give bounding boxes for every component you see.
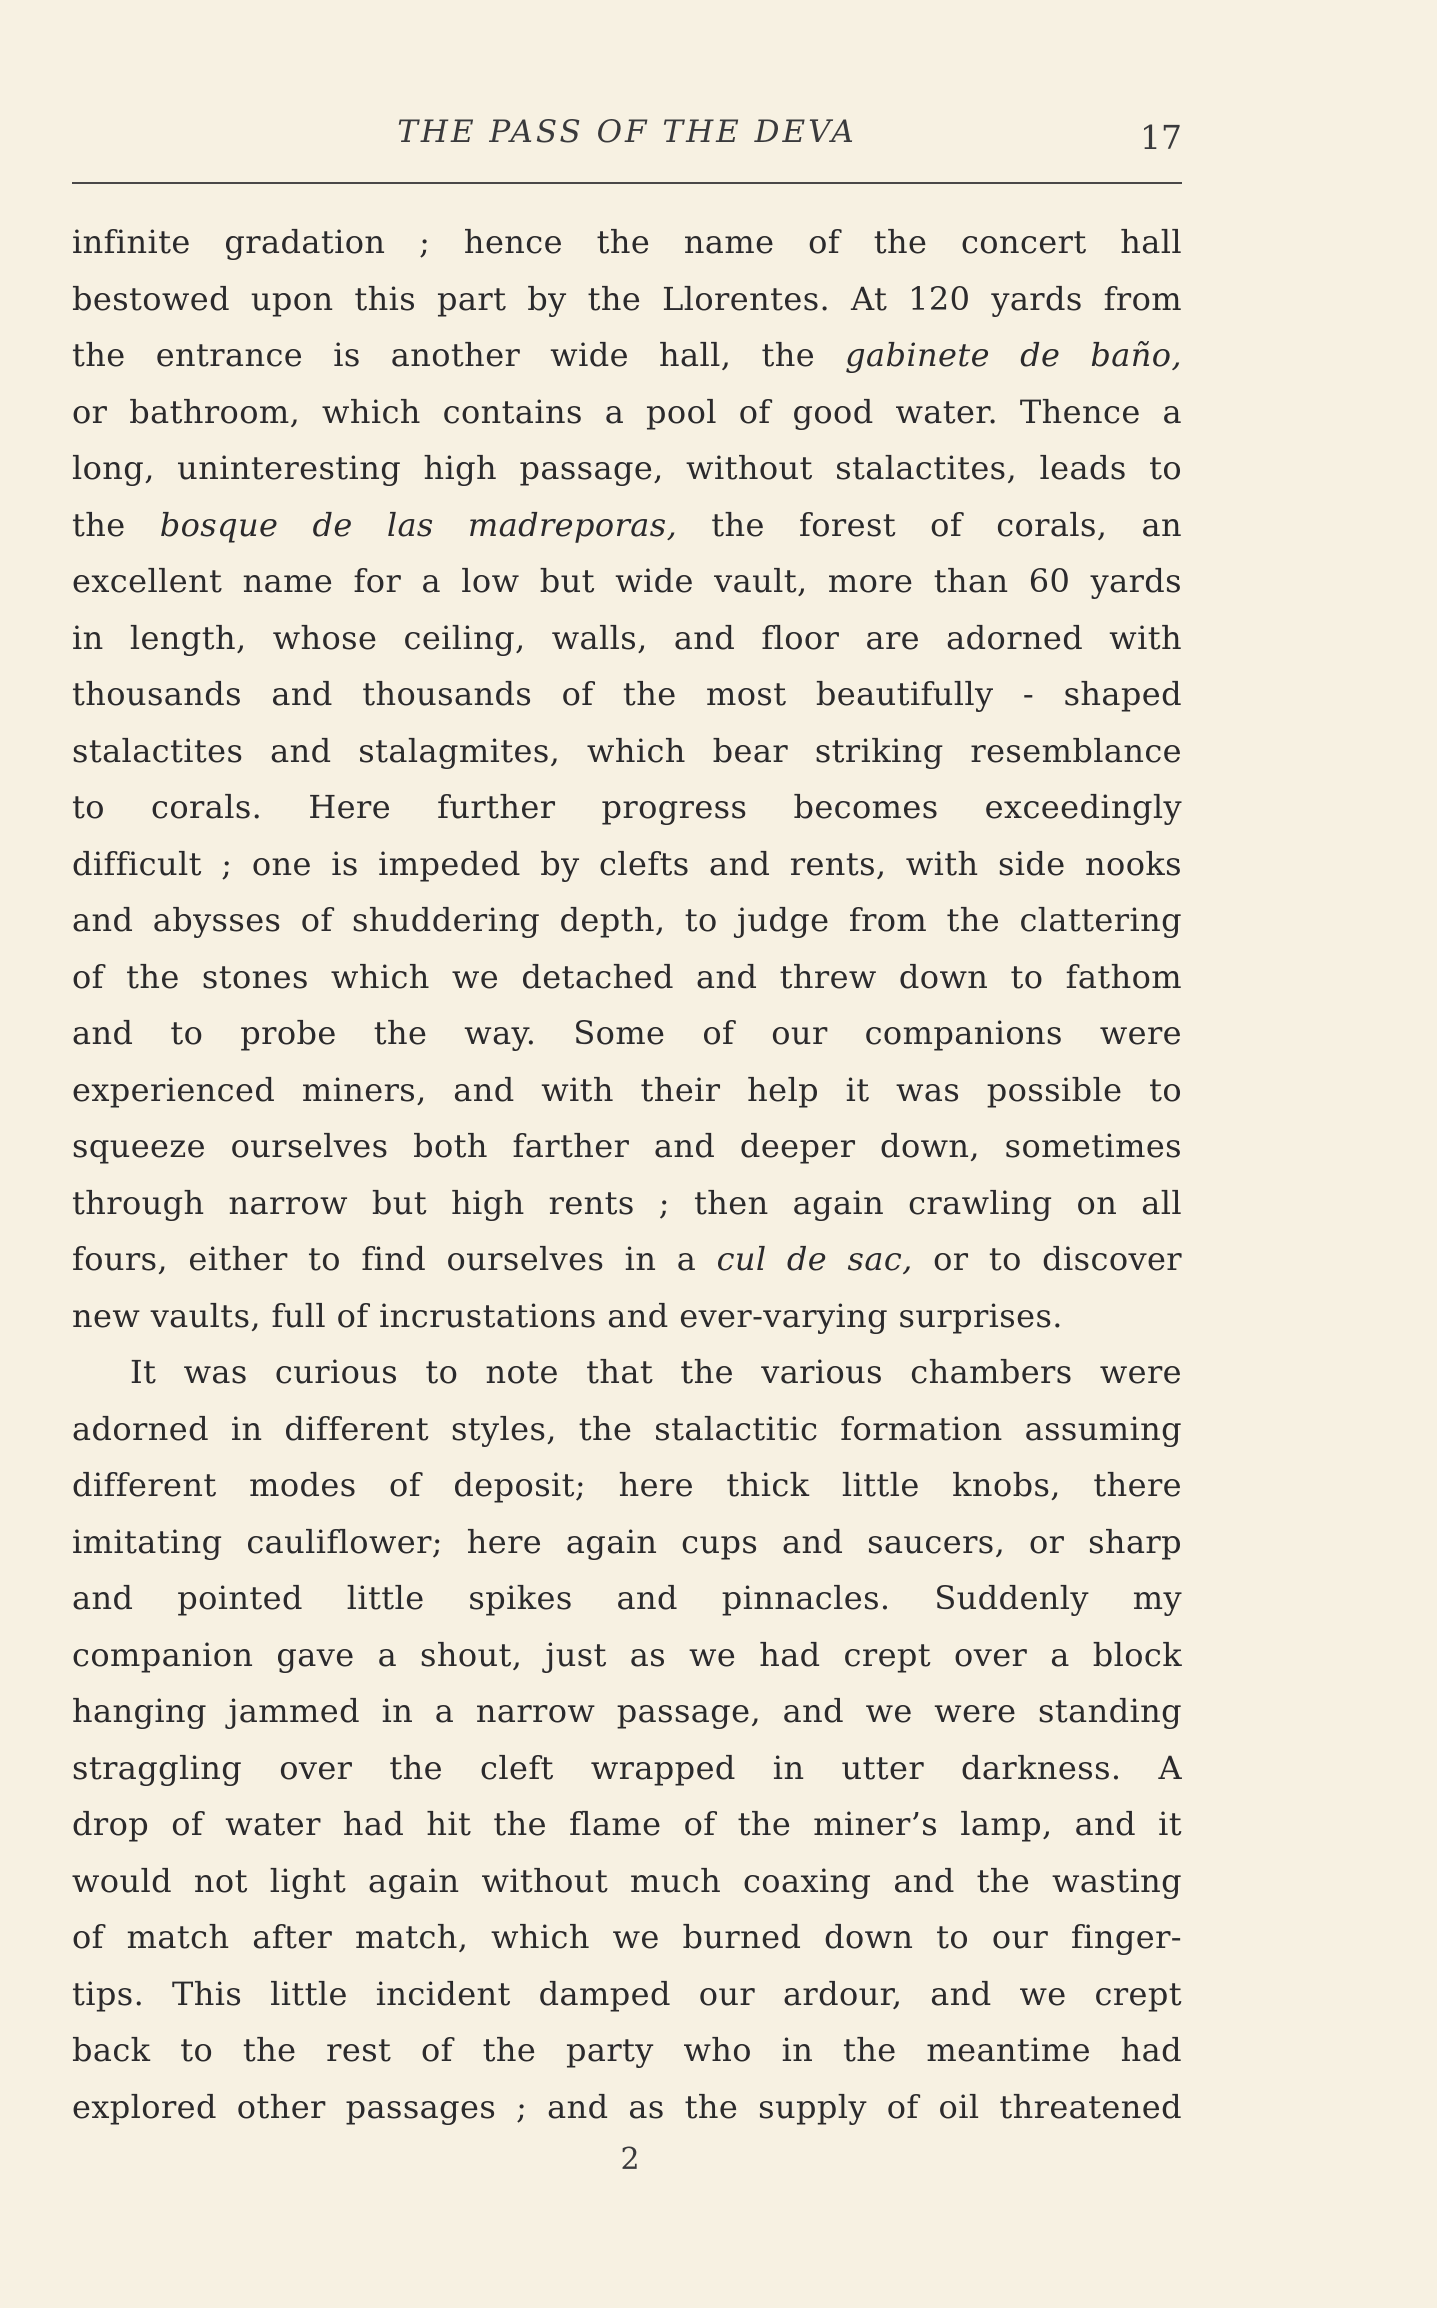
text-line [72,779,1182,836]
text-run: thousands and thousands of the most beautifully - shaped [72,675,1182,713]
text-line [72,723,1182,780]
body-text [72,214,1182,2135]
text-line [72,1740,1182,1797]
text-run: fours, either to find ourselves in a [72,1240,717,1278]
text-run: the [72,505,160,544]
text-run: and abysses of shuddering depth, to judge from the clattering [72,901,1182,939]
text-line [72,271,1182,328]
text-run: of match after match, which we burned down to our finger- [72,1918,1182,1956]
text-run: the entrance is another wide hall, the [72,336,846,374]
text-run: to corals. Here further progress becomes exceedingly [72,788,1182,826]
text-line [72,836,1182,893]
text-line [72,1401,1182,1458]
text-run: hanging jammed in a narrow passage, and we were standing [72,1692,1182,1730]
text-line [72,1344,1182,1401]
text-run: squeeze ourselves both farther and deeper down, sometimes [72,1127,1182,1165]
text-run: and to probe the way. Some of our companions were [72,1014,1182,1052]
text-line [72,214,1182,271]
page-number: 17 [1140,118,1182,157]
text-line [72,1175,1182,1232]
text-run: companion gave a shout, just as we had crept over a block [72,1635,1182,1674]
text-run: It was curious to note that the various chambers were [130,1353,1182,1391]
text-run: difficult ; one is impeded by clefts and rents, with side nooks [72,844,1182,883]
text-line [72,1062,1182,1119]
text-line [72,327,1182,384]
text-line [72,1288,1182,1345]
text-run: and pointed little spikes and pinnacles. Suddenly my [72,1579,1182,1617]
text-run: infinite gradation ; hence the name of the concert hall [72,223,1182,261]
italic-term: cul de sac, [716,1240,913,1278]
text-run: drop of water had hit the flame of the miner’s lamp, and it [72,1805,1182,1843]
text-line [72,1457,1182,1514]
text-line [72,666,1182,723]
text-line [72,1514,1182,1571]
text-run: the forest of corals, an [677,505,1182,544]
text-line [72,1570,1182,1627]
text-line [72,1909,1182,1966]
text-run: bestowed upon this part by the Llorentes. At 120 yards from [72,279,1182,318]
text-run: or to discover [912,1240,1183,1278]
text-line [72,892,1182,949]
text-run: explored other passages ; and as the supply of oil threatened [72,2087,1182,2126]
text-run: would not light again without much coaxing and the wasting [72,1861,1182,1900]
text-run: or bathroom, which contains a pool of good water. Thence a [72,392,1182,431]
text-line [72,384,1182,441]
text-run: imitating cauliflower; here again cups and saucers, or sharp [72,1522,1182,1561]
text-run: stalactites and stalagmites, which bear striking resemblance [72,731,1182,770]
text-run: straggling over the cleft wrapped in utter darkness. A [72,1748,1182,1787]
text-line [72,1231,1182,1288]
text-line [72,1118,1182,1175]
text-run: long, uninteresting high passage, without stalactites, leads to [72,449,1182,487]
header-rule [72,182,1182,184]
text-line [72,553,1182,610]
text-line [72,1627,1182,1684]
text-line [72,1853,1182,1910]
text-line [72,497,1182,554]
text-run: excellent name for a low but wide vault, more than 60 yards [72,562,1182,600]
text-run: experienced miners, and with their help it was possible to [72,1070,1182,1109]
text-line [72,1966,1182,2023]
italic-term: bosque de las madreporas, [159,505,678,544]
running-title: THE PASS OF THE DEVA [397,114,857,150]
text-line [72,949,1182,1006]
italic-term: gabinete de baño, [845,336,1182,374]
text-line [72,2079,1182,2136]
text-run: tips. This little incident damped our ardour, and we crept [72,1974,1182,2013]
text-run: back to the rest of the party who in the meantime had [72,2031,1182,2069]
text-line [72,2022,1182,2079]
text-run: in length, whose ceiling, walls, and floor are adorned with [72,618,1182,657]
text-run: adorned in different styles, the stalactitic formation assuming [72,1409,1182,1448]
text-run: new vaults, full of incrustations and ever-varying surprises. [72,1296,1063,1335]
text-line [72,1005,1182,1062]
text-line [72,440,1182,497]
running-head [72,114,1182,164]
text-line [72,1796,1182,1853]
text-run: different modes of deposit; here thick little knobs, there [72,1466,1182,1504]
signature-mark: 2 [620,2142,640,2177]
text-line [72,1683,1182,1740]
text-run: through narrow but high rents ; then again crawling on all [72,1183,1182,1222]
text-run: of the stones which we detached and threw down to fathom [72,957,1182,996]
text-line [72,610,1182,667]
